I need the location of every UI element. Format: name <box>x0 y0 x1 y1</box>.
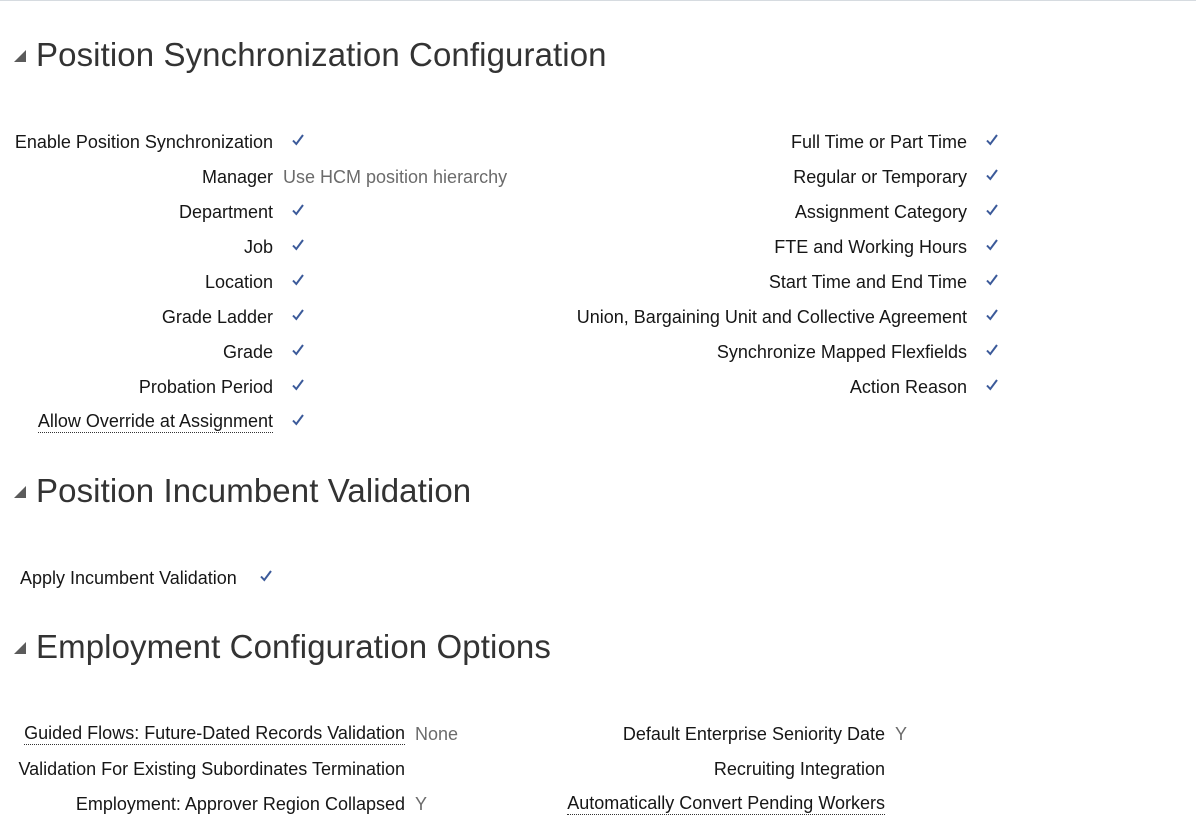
checkmark-icon <box>984 272 1000 288</box>
label-manager: Manager <box>201 167 273 187</box>
top-divider <box>0 0 1196 1</box>
checkmark-icon <box>984 377 1000 393</box>
section-title: Position Incumbent Validation <box>36 472 472 509</box>
checkmark-icon <box>984 132 1000 148</box>
label-location: Location <box>204 272 273 292</box>
label-assignment-category: Assignment Category <box>794 202 967 222</box>
checkmark-icon <box>258 568 274 584</box>
label-grade: Grade <box>222 342 273 362</box>
section-header-employment-config[interactable] <box>14 627 551 667</box>
checkmark-icon <box>290 412 306 428</box>
section-header-incumbent-validation[interactable] <box>14 471 471 511</box>
label-action-reason: Action Reason <box>849 377 967 397</box>
label-regular-temporary: Regular or Temporary <box>793 167 967 187</box>
label-guided-flows-link[interactable]: Guided Flows: Future-Dated Records Validation <box>24 723 405 743</box>
label-enable-position-sync: Enable Position Synchronization <box>14 132 273 152</box>
label-validation-subordinates: Validation For Existing Subordinates Termination <box>18 759 405 779</box>
checkmark-icon <box>984 342 1000 358</box>
label-grade-ladder: Grade Ladder <box>161 307 273 327</box>
checkmark-icon <box>290 202 306 218</box>
checkmark-icon <box>984 237 1000 253</box>
label-convert-pending-workers-link[interactable]: Automatically Convert Pending Workers <box>567 793 885 813</box>
checkmark-icon <box>290 307 306 323</box>
label-probation-period: Probation Period <box>138 377 273 397</box>
label-default-seniority-date: Default Enterprise Seniority Date <box>622 724 885 744</box>
value-approver-region-collapsed: Y <box>415 794 428 814</box>
label-department: Department <box>178 202 273 222</box>
checkmark-icon <box>290 272 306 288</box>
label-full-time-part-time: Full Time or Part Time <box>790 132 967 152</box>
label-allow-override-link[interactable]: Allow Override at Assignment <box>37 411 273 431</box>
section-title: Employment Configuration Options <box>36 628 551 665</box>
checkmark-icon <box>290 342 306 358</box>
checkmark-icon <box>290 237 306 253</box>
label-job: Job <box>243 237 273 257</box>
section-header-position-sync[interactable] <box>14 35 607 75</box>
value-default-seniority-date: Y <box>895 724 908 744</box>
checkmark-icon <box>984 167 1000 183</box>
collapse-triangle-icon[interactable] <box>14 642 26 654</box>
collapse-triangle-icon[interactable] <box>14 50 26 62</box>
value-guided-flows: None <box>415 724 459 744</box>
checkmark-icon <box>290 377 306 393</box>
label-union-bargaining: Union, Bargaining Unit and Collective Agreement <box>576 307 967 327</box>
value-manager: Use HCM position hierarchy <box>283 167 508 187</box>
label-fte-working-hours: FTE and Working Hours <box>774 237 967 257</box>
label-recruiting-integration: Recruiting Integration <box>713 759 885 779</box>
checkmark-icon <box>984 307 1000 323</box>
label-approver-region-collapsed: Employment: Approver Region Collapsed <box>75 794 405 814</box>
checkmark-icon <box>290 132 306 148</box>
label-sync-mapped-flexfields: Synchronize Mapped Flexfields <box>716 342 967 362</box>
section-title: Position Synchronization Configuration <box>36 36 607 73</box>
label-apply-incumbent-validation: Apply Incumbent Validation <box>20 568 237 588</box>
label-start-end-time: Start Time and End Time <box>768 272 967 292</box>
checkmark-icon <box>984 202 1000 218</box>
collapse-triangle-icon[interactable] <box>14 486 26 498</box>
